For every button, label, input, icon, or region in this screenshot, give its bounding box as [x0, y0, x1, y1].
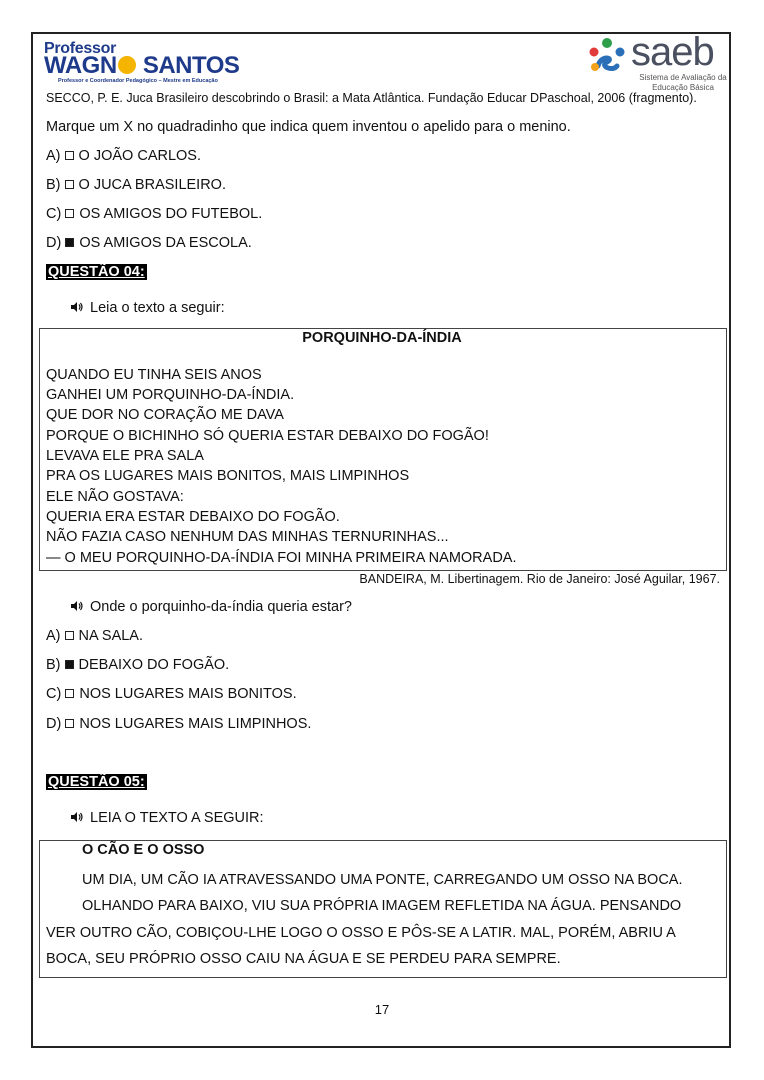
professor-logo	[44, 40, 259, 90]
poem-line: QUERIA ERA ESTAR DEBAIXO DO FOGÃO.	[46, 509, 340, 525]
page-number: 17	[374, 1002, 390, 1017]
poem-line: ELE NÃO GOSTAVA:	[46, 489, 184, 505]
q3-option-b[interactable]: B) O JUCA BRASILEIRO.	[46, 177, 226, 193]
logo-line-1: Professor	[44, 40, 116, 57]
question-4-label: QUESTÃO 04:	[48, 264, 145, 280]
saeb-logo	[585, 30, 730, 94]
speaker-icon	[70, 301, 84, 313]
q3-prompt: Marque um X no quadradinho que indica quem inventou o apelido para o menino.	[46, 119, 571, 135]
checkbox[interactable]	[65, 151, 74, 160]
logo-tagline: Professor e Coordenador Pedagógico – Mestre em Educação	[58, 78, 218, 84]
q3-option-d[interactable]: D) OS AMIGOS DA ESCOLA.	[46, 235, 252, 251]
poem-line: PRA OS LUGARES MAIS BONITOS, MAIS LIMPINHOS	[46, 468, 410, 484]
story-line: UM DIA, UM CÃO IA ATRAVESSANDO UMA PONTE, CARREGANDO UM OSSO NA BOCA.	[82, 872, 683, 888]
saeb-wordmark: saeb	[631, 30, 714, 74]
lightbulb-icon	[118, 56, 136, 74]
checkbox[interactable]	[65, 209, 74, 218]
speaker-icon	[70, 600, 84, 612]
q4-option-c[interactable]: C) NOS LUGARES MAIS BONITOS.	[46, 686, 297, 702]
speaker-icon	[70, 811, 84, 823]
question-5-label: QUESTÃO 05:	[48, 774, 145, 790]
q4-option-d[interactable]: D) NOS LUGARES MAIS LIMPINHOS.	[46, 716, 312, 732]
q3-option-a[interactable]: A) O JOÃO CARLOS.	[46, 148, 202, 164]
poem-title: PORQUINHO-DA-ÍNDIA	[302, 330, 462, 346]
story-line: VER OUTRO CÃO, COBIÇOU-LHE LOGO O OSSO E PÔS-SE A LATIR. MAL, PORÉM, ABRIU A	[46, 925, 676, 941]
checkbox-checked[interactable]	[65, 660, 74, 669]
poem-line: — O MEU PORQUINHO-DA-ÍNDIA FOI MINHA PRIMEIRA NAMORADA.	[46, 550, 517, 566]
q5-instruction: LEIA O TEXTO A SEGUIR:	[70, 810, 264, 826]
checkbox[interactable]	[65, 719, 74, 728]
saeb-subtitle: Sistema de Avaliação da Educação Básica	[639, 73, 727, 92]
saeb-people-icon	[585, 36, 629, 76]
checkbox[interactable]	[65, 180, 74, 189]
poem-line: NÃO FAZIA CASO NENHUM DAS MINHAS TERNURINHAS...	[46, 529, 449, 545]
poem-line: QUANDO EU TINHA SEIS ANOS	[46, 367, 262, 383]
poem-line: QUE DOR NO CORAÇÃO ME DAVA	[46, 407, 284, 423]
poem-line: GANHEI UM PORQUINHO-DA-ÍNDIA.	[46, 387, 295, 403]
poem-line: LEVAVA ELE PRA SALA	[46, 448, 204, 464]
q4-option-a[interactable]: A) NA SALA.	[46, 628, 144, 644]
story-line: BOCA, SEU PRÓPRIO OSSO CAIU NA ÁGUA E SE PERDEU PARA SEMPRE.	[46, 951, 561, 967]
checkbox-checked[interactable]	[65, 238, 74, 247]
story-title: O CÃO E O OSSO	[82, 842, 205, 858]
story-line: OLHANDO PARA BAIXO, VIU SUA PRÓPRIA IMAGEM REFLETIDA NA ÁGUA. PENSANDO	[82, 898, 682, 914]
poem-line: PORQUE O BICHINHO SÓ QUERIA ESTAR DEBAIXO DO FOGÃO!	[46, 428, 489, 444]
reference-citation: SECCO, P. E. Juca Brasileiro descobrindo o Brasil: a Mata Atlântica. Fundação Educar DPaschoal, 2006 (fragmento).	[46, 91, 697, 105]
q4-question: Onde o porquinho-da-índia queria estar?	[70, 599, 352, 615]
q3-option-c[interactable]: C) OS AMIGOS DO FUTEBOL.	[46, 206, 263, 222]
checkbox[interactable]	[65, 689, 74, 698]
q4-option-b[interactable]: B) DEBAIXO DO FOGÃO.	[46, 657, 230, 673]
q4-instruction: Leia o texto a seguir:	[70, 300, 225, 316]
checkbox[interactable]	[65, 631, 74, 640]
poem-citation: BANDEIRA, M. Libertinagem. Rio de Janeiro: José Aguilar, 1967.	[359, 572, 720, 586]
logo-line-2: WAGN SANTOS	[44, 52, 240, 79]
